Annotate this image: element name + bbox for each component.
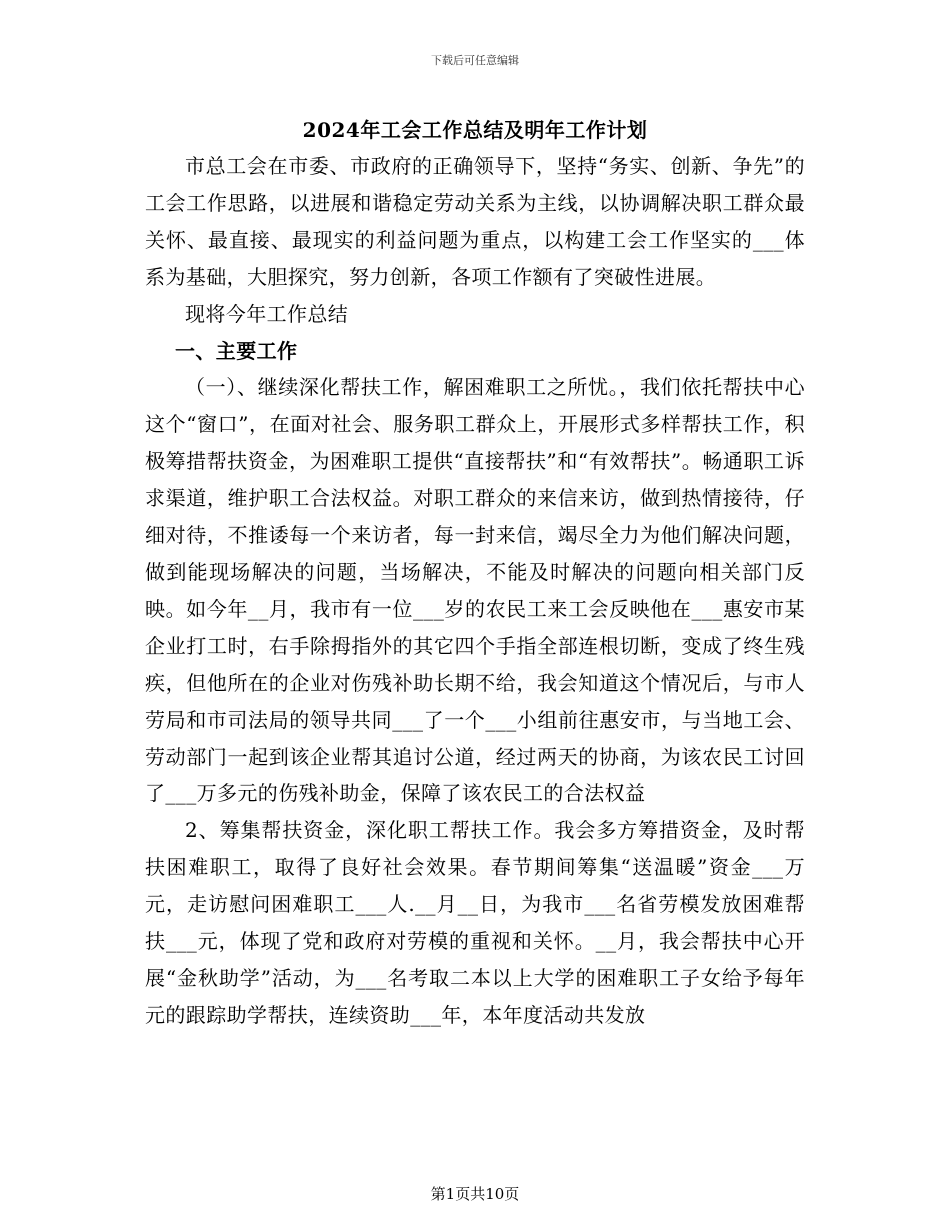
page-header-note: 下载后可任意编辑 [431, 54, 519, 67]
paragraph-fund-raising: 2、筹集帮扶资金，深化职工帮扶工作。我会多方筹措资金，及时帮扶困难职工，取得了良好社会效果。春节期间筹集“送温暖”资金___万元，走访慰问困难职工___人.__月__日，为我市___名省劳模发放困难帮扶___元，体现了党和政府对劳模的重视和关怀。__月，我会帮扶中心开展“金秋助学”活动，为___名考取二本以上大学的困难职工子女给予每年元的跟踪助学帮扶，连续资助___年，本年度活动共发放 [145, 818, 805, 1027]
intro-paragraph: 市总工会在市委、市政府的正确领导下，坚持“务实、创新、争先”的工会工作思路，以进展和谐稳定劳动关系为主线，以协调解决职工群众最关怀、最直接、最现实的利益问题为重点，以构建工会工作坚实的___体系为基础，大胆探究，努力创新，各项工作额有了突破性进展。 [145, 154, 805, 289]
section-heading-main-work: 一、主要工作 [175, 338, 298, 363]
document-title: 2024年工会工作总结及明年工作计划 [302, 118, 648, 142]
paragraph-assistance-work: （一）、继续深化帮扶工作，解困难职工之所忧。，我们依托帮扶中心这个“窗口”，在面对社会、服务职工群众上，开展形式多样帮扶工作，积极筹措帮扶资金，为困难职工提供“直接帮扶”和“有效帮扶”。畅通职工诉求渠道，维护职工合法权益。对职工群众的来信来访，做到热情接待，仔细对待，不推诿每一个来访者，每一封来信，竭尽全力为他们解决问题，做到能现场解决的问题，当场解决，不能及时解决的问题向相关部门反映。如今年__月，我市有一位___岁的农民工来工会反映他在___惠安市某企业打工时，右手除拇指外的其它四个手指全部连根切断，变成了终生残疾，但他所在的企业对伤残补助长期不给，我会知道这个情况后，与市人劳局和市司法局的领导共同___了一个___小组前往惠安市，与当地工会、劳动部门一起到该企业帮其追讨公道，经过两天的协商，为该农民工讨回了___万多元的伤残补助金，保障了该农民工的合法权益 [145, 375, 805, 806]
summary-line: 现将今年工作总结 [185, 301, 349, 326]
page-footer-number: 第1页共10页 [430, 1185, 520, 1203]
document-body [145, 148, 805, 1034]
